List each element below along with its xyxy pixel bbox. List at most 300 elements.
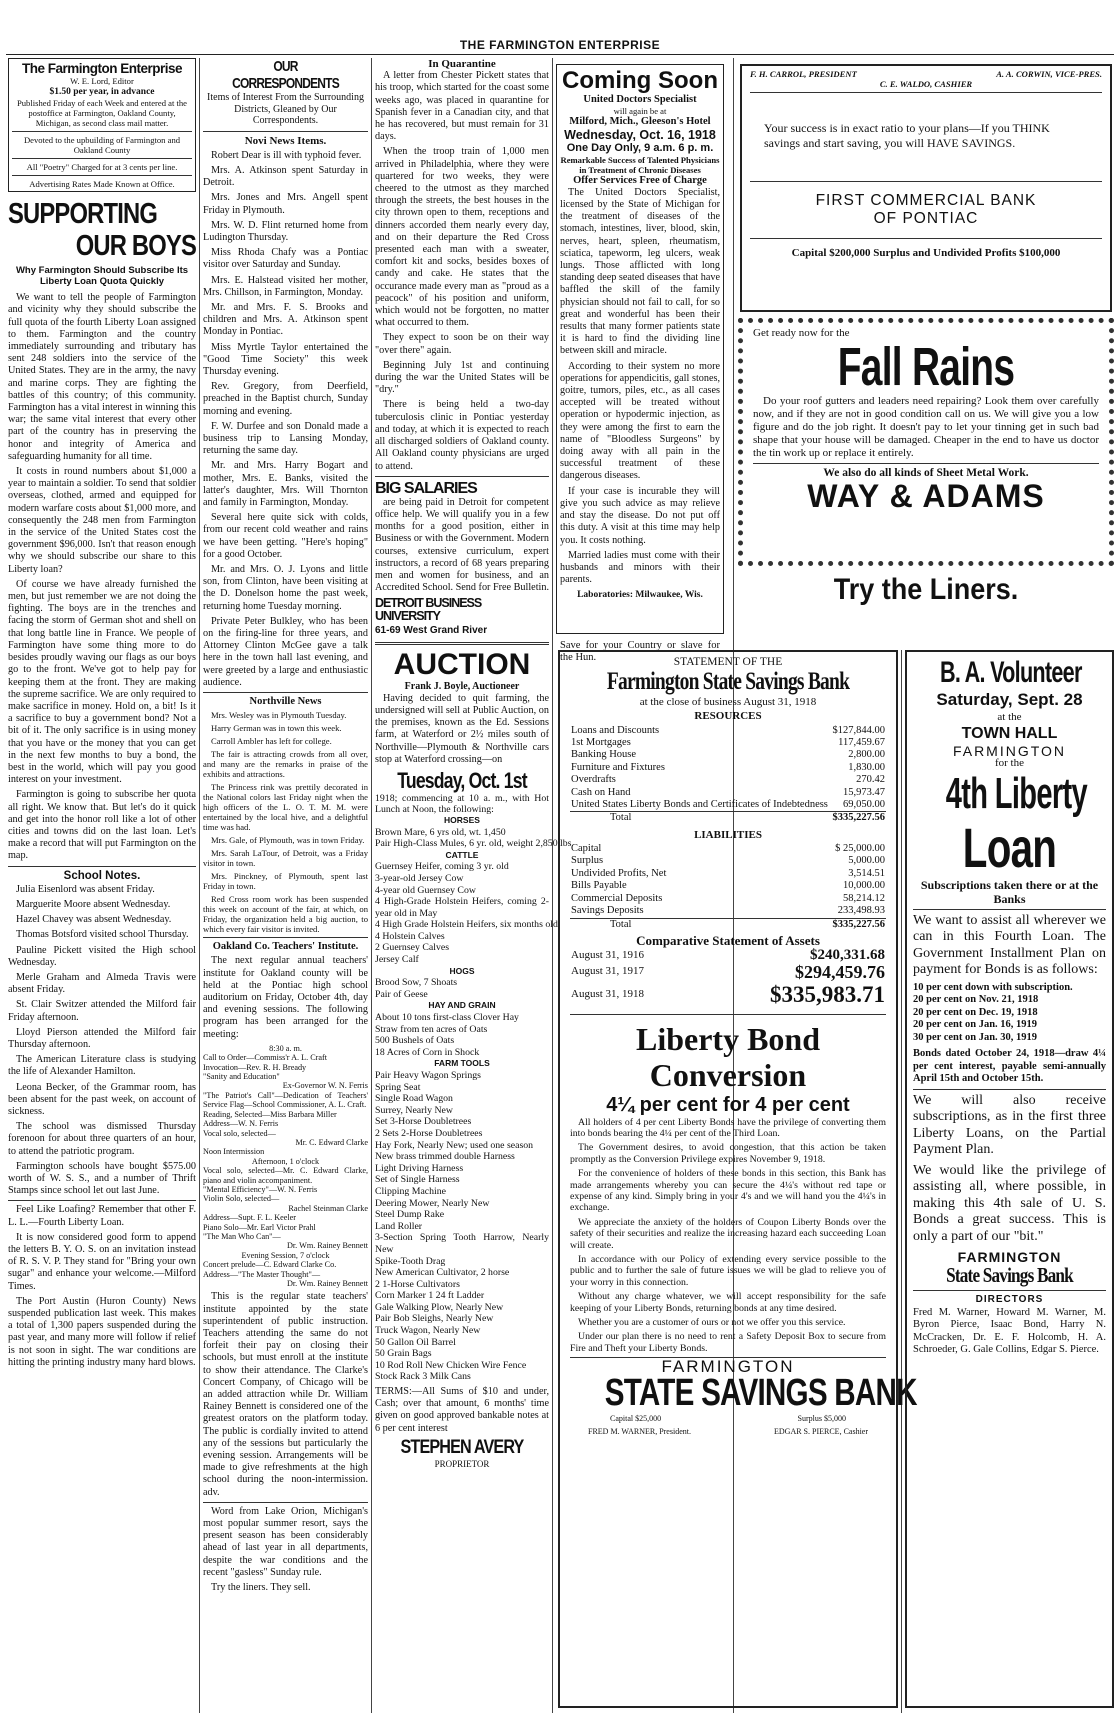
remarkable: Remarkable Success of Talented Physicians in Treatment of Chronic Diseases <box>560 154 720 175</box>
program-line: Reading, Selected—Miss Barbara Miller <box>203 1109 337 1119</box>
liabilities-heading: LIABILITIES <box>694 828 762 841</box>
school-note: St. Clair Switzer attended the Milford fair Friday afternoon. <box>8 999 196 1023</box>
novi-item: Mr. and Mrs. Harry Bogart and mother, Mrs. E. Banks, visited the latter's daughter, Mrs. Will Thornton and family in Farmington, Monday. <box>203 460 368 508</box>
program-line: Address—Supt. F. L. Keeler <box>203 1213 297 1223</box>
column-rule <box>199 58 200 1713</box>
comparative-table <box>570 949 886 1007</box>
table-cell: 15,973.47 <box>843 786 885 798</box>
program-line: Ex-Governor W. N. Ferris <box>282 1081 368 1091</box>
poetry-note: All "Poetry" Charged for at 3 cents per line. <box>26 162 178 173</box>
table-cell: Bills Payable <box>571 880 627 892</box>
table-row <box>570 949 886 961</box>
program-line: Address—"The Master Thought"— <box>203 1269 321 1279</box>
table-cell: Total <box>570 918 773 931</box>
table-row <box>570 725 886 737</box>
paragraph: Of course we have already furnished the men, but just remember we are not doing the fighting. The boys are in the trenches and facing the storm of German shot and shell on that long battle line in France. We people of Farmington have some thing more to do besides proudly waving our flags as our boys go to the front. We've got to help pay for keeping them at the front. They are making the supreme sacrifice. We are only required to make sacrifice in money. Hold on, a bit! Is it a sacrifice to buy a government bond? Not a bit of it. The only sacrifice is in using money that you have or the money that you can get in the next few months to buy a bond, the best in the world, which will pay you good interest on your investment. <box>8 578 196 786</box>
school-note: Pauline Pickett visited the High school Wednesday. <box>8 944 196 968</box>
directors-heading: DIRECTORS <box>975 1294 1044 1306</box>
table-cell: 69,050.00 <box>843 799 885 811</box>
proprietor-label: PROPRIETOR <box>434 1458 490 1469</box>
footer-bank-name: STATE SAVINGS BANK <box>604 1372 917 1415</box>
privilege: We would like the privilege of assisting all, where possible, in making this 4th sale of U. S. Bonds a great success. This is only a part of our "bit." <box>913 1162 1106 1244</box>
table-cell: 117,459.67 <box>838 737 885 749</box>
correspondents-title: OUR CORRESPONDENTS <box>232 58 339 92</box>
conversion-paragraph: The Government desires, to avoid congestion, that this action be taken promptly as the Conversion Privilege expires November 9, 1918. <box>570 1142 886 1165</box>
northville-item: Mrs. Pinckney, of Plymouth, spent last Friday in town. <box>203 871 368 892</box>
category-heading: HAY AND GRAIN <box>428 1000 496 1011</box>
plan-line: 20 per cent on Nov. 21, 1918 <box>913 994 1039 1006</box>
conversion-paragraph: Whether you are a customer of ours or not we offer you this service. <box>578 1317 846 1329</box>
conversion-paragraph: In accordance with our Policy of extending every service possible to the public and to further the sale of future issues we will be glad to relieve you of your worry in this connection. <box>570 1253 886 1288</box>
stock-item: Clipping Machine <box>375 1185 447 1197</box>
try-liners-note: Try the liners. They sell. <box>211 1582 311 1594</box>
stock-item: Straw from ten acres of Oats <box>375 1023 488 1035</box>
university-address: 61-69 West Grand River <box>375 625 488 637</box>
conversion-paragraph: All holders of 4 per cent Liberty Bonds have the privilege of converting them into bonds bearing the 4¼ per cent of the Third Loan. <box>570 1116 886 1139</box>
stock-item: Light Driving Harness <box>375 1162 464 1174</box>
doctor-text: If your case is incurable they will give you such advice as may relieve and stay the disease. Do not put off this duty. A visit at this time may help you. It costs nothing. <box>560 485 720 546</box>
stock-item: New American Cultivator, 2 horse <box>375 1267 510 1279</box>
table-cell: $ 25,000.00 <box>835 843 885 855</box>
column-3 <box>375 58 572 1713</box>
stock-item: 50 Gallon Oil Barrel <box>375 1336 456 1348</box>
stock-item: Pair Heavy Wagon Springs <box>375 1070 481 1082</box>
novi-item: Robert Dear is ill with typhoid fever. <box>211 149 362 161</box>
correspondents-subtitle: Items of Interest From the Surrounding Districts, Gleaned by Our Correspondents. <box>207 92 364 126</box>
program-line: Dr. Wm. Rainey Bennett <box>286 1279 368 1289</box>
teachers-institute-title: Oakland Co. Teachers' Institute. <box>212 941 359 953</box>
offer-free: Offer Services Free of Charge <box>573 174 707 186</box>
program-line: "Mental Efficiency"—W. N. Ferris <box>203 1184 318 1194</box>
stock-item: Jersey Calf <box>375 954 419 966</box>
town-hall: TOWN HALL <box>961 725 1058 743</box>
quarantine-paragraph: They expect to soon be on their way "over there" again. <box>375 332 549 356</box>
fall-rains-headline: Fall Rains <box>837 337 1015 398</box>
program-line: 8:30 a. m. <box>269 1043 302 1053</box>
footer-capital-row <box>570 1413 886 1425</box>
table-cell: 3,514.51 <box>848 867 885 879</box>
program-line: "The Patriot's Call"—Dedication of Teachers' Service Flag—School Commissioner, A. L. Craft. <box>203 1090 368 1110</box>
northville-item: Harry German was in town this week. <box>211 723 342 734</box>
table-row <box>570 737 886 749</box>
doctor-text: According to their system no more operations for appendicitis, gall stones, goitre, tumors, piles, etc., as all cases accepted will be treated without operation or hypodermic injection, as they were among the first to earn the name of "Bloodless Surgeons" by doing away with all pain in the successful treatment of these dangerous diseases. <box>560 360 720 482</box>
bonds-dated: Bonds dated October 24, 1918—draw 4¼ per cent interest, payable semi-annually April 15th and October 15th. <box>913 1048 1106 1085</box>
stock-item: 50 Grain Bags <box>375 1348 432 1360</box>
sugar-note: It is now considered good form to append the letters B. Y. O. S. on an invitation instead of R. S. V. P. They stand for "Bring your own sugar" and enhance your welcome.—Milford Times. <box>8 1231 196 1292</box>
table-row <box>570 749 886 761</box>
laboratories: Laboratories: Milwaukee, Wis. <box>577 590 703 601</box>
doctor-date: Wednesday, Oct. 16, 1918 <box>564 128 716 143</box>
school-note: Thomas Botsford visited school Thursday. <box>16 929 189 941</box>
program-line: Address—W. N. Ferris <box>203 1119 279 1129</box>
table-cell: $240,331.68 <box>810 947 885 964</box>
column-rule <box>901 650 902 1713</box>
auction-headline: AUCTION <box>393 647 531 681</box>
category-heading: HOGS <box>449 965 475 976</box>
quarantine-title: In Quarantine <box>428 58 496 70</box>
stock-item: 500 Bushels of Oats <box>375 1035 455 1047</box>
bank-state-savings: State Savings Bank <box>946 1263 1073 1288</box>
plan-line: 30 per cent on Jan. 30, 1919 <box>913 1031 1038 1043</box>
school-note: Leona Becker, of the Grammar room, has been absent for the past week, on account of sickness. <box>8 1081 196 1117</box>
paragraph: Farmington is going to subscribe her quota all right. We know that. But let's do it quick and get into the honor roll like a lot of other cities and towns did on the last loan. Let's make a record that will put Farmington on the map. <box>8 789 196 862</box>
school-note: Hazel Chavey was absent Wednesday. <box>16 914 172 926</box>
table-cell: 2,800.00 <box>848 749 885 761</box>
stock-item: About 10 tons first-class Clover Hay <box>375 1012 519 1024</box>
stock-item: 2 Sets 2-Horse Doubletrees <box>375 1127 483 1139</box>
paragraph: It costs in round numbers about $1,000 a year to maintain a soldier. To send that soldier overseas, clothed, armed and equipped for modern warfare costs about $1,000 more, and consequently the 248 men from Farmington in the service of the United States cost the government $96,000. Isn't that reason enough why we should subscribe our share to this Liberty loan? <box>8 466 196 575</box>
stock-item: Steel Dump Rake <box>375 1209 445 1221</box>
table-cell: Loans and Discounts <box>571 724 660 736</box>
farmington: FARMINGTON <box>952 743 1067 760</box>
stock-item: Truck Wagon, Nearly New <box>375 1325 481 1337</box>
quarantine-paragraph: A letter from Chester Pickett states that his troop, which started for the coast some weeks ago, was placed in quarantine for Spanish fever in a Canadian city, and that he has recovered, but must remain for 31 days. <box>375 70 549 143</box>
also-receive: We will also receive subscriptions, as in the first three Liberty Loans, on the Partial Payment Plan. <box>913 1092 1106 1158</box>
school-note: The American Literature class is studying the life of Alexander Hamilton. <box>8 1054 196 1078</box>
bank-city: OF PONTIAC <box>873 210 979 227</box>
table-cell: Capital <box>571 843 602 855</box>
table-cell: Surplus <box>571 855 604 867</box>
stock-item: Pair High-Class Mules, 6 yr. old, weight 2,850 lbs <box>375 838 572 850</box>
column-2 <box>203 58 368 1713</box>
conversion-paragraph: Without any charge whatever, we will accept responsibility for the safe keeping of your Liberty Bonds, returning bonds at any time desired. <box>570 1291 886 1314</box>
stock-item: 2 Guernsey Calves <box>375 942 450 954</box>
table-row <box>570 905 886 918</box>
conversion-text <box>570 1117 886 1355</box>
rate-headline: 4¼ per cent for 4 per cent <box>606 1093 850 1116</box>
program-line: Noon Intermission <box>203 1147 265 1157</box>
school-notes-title: School Notes. <box>63 869 141 882</box>
for-the: for the <box>994 757 1024 770</box>
quarantine-paragraph: When the troop train of 1,000 men arrived in Philadelphia, where they were quartered for two weeks, they were cheered to the utmost as they marched through the streets, the best houses in the city thrown open to them, receptions and dinners accorded them nearly every day, and on their departure the Red Cross presented each man with a sweater, comfort kit and socks, besides boxes of candy and cake. He states that the occurance made every man as "proud as a peacock" of his position and uniform, which would not be forgotten, no matter what occurred to them. <box>375 146 549 329</box>
installment-plan <box>913 982 1106 1045</box>
northville-item: The Princess rink was prettily decorated in the National colors last Friday night when the high officers of the L. O. T. M. M. were entertained by the local hive, and a delightful time was had. <box>203 782 368 833</box>
program-line: Invocation—Rev. R. H. Bready <box>203 1062 307 1072</box>
table-cell: Commercial Deposits <box>571 892 663 904</box>
table-row <box>570 787 886 799</box>
auction-date: Tuesday, Oct. 1st <box>397 767 527 793</box>
first-commercial-bank-ad <box>740 64 1112 312</box>
table-cell: Furniture and Fixtures <box>571 761 665 773</box>
fall-rains-text: Do your roof gutters and leaders need repairing? Look them over carefully now, and if they are not in good condition call on us. We will give you a low figure and do the job right. It doesn't pay to let your tinning get in such bad shape that your house will be damaged. Cheaper in the end to have us doctor the tin work up or replace it entirely. <box>753 395 1099 460</box>
table-cell: Banking House <box>571 749 637 761</box>
program-line: Vocal solo, selected—Mr. C. Edward Clarke, piano and violin accompaniment. <box>203 1166 368 1185</box>
table-cell: $127,844.00 <box>832 724 885 736</box>
plan-line: 10 per cent down with subscription. <box>913 981 1073 993</box>
program-line: Evening Session, 7 o'clock <box>241 1250 330 1260</box>
northville-item: Carroll Ambler has left for college. <box>211 736 332 747</box>
table-row <box>570 918 886 931</box>
program-list <box>203 1044 368 1289</box>
table-cell: United States Liberty Bonds and Certificates of Indebtedness <box>571 799 828 811</box>
plan-line: 20 per cent on Dec. 19, 1918 <box>913 1006 1038 1018</box>
auction-terms: TERMS:—All Sums of $10 and under, Cash; over that amount, 6 months' time given on good approved bankable notes at 6 per cent interest <box>375 1386 549 1434</box>
table-cell: Savings Deposits <box>571 905 644 917</box>
subscriptions: Subscriptions taken there or at the Banks <box>920 877 1099 906</box>
novi-item: Mr. and Mrs. F. S. Brooks and children and Mrs. A. Atkinson spent Monday in Pontiac. <box>203 301 368 338</box>
statement-date: at the close of business August 31, 1918 <box>639 696 817 709</box>
novi-item: Mrs. E. Halstead visited her mother, Mrs. Chillson, in Farmington, Monday. <box>203 274 368 298</box>
northville-item: Mrs. Gale, of Plymouth, was in town Friday. <box>211 835 365 846</box>
column-1 <box>8 58 196 1713</box>
stock-item: 3-Section Spring Tooth Harrow, Nearly New <box>375 1232 549 1255</box>
novi-item: F. W. Durfee and son Donald made a business trip to Lansing Monday, returning the same day. <box>203 420 368 457</box>
get-ready: Get ready now for the <box>753 327 850 339</box>
program-line: "The Man Who Can"— <box>203 1231 281 1241</box>
novi-item: Mrs. W. D. Flint returned home from Ludington Thursday. <box>203 219 368 243</box>
conversion-paragraph: We appreciate the anxiety of the holders of Coupon Liberty Bonds over the safety of their securities and realize the increasing hazard each succeeding Loan will create. <box>570 1216 886 1251</box>
port-austin-note: The Port Austin (Huron County) News suspended publication last week. This makes a total of 1,300 papers suspended during the past year, and many more will follow if relief is not soon in sight. The war conditions are hitting the printing industry many hard blows. <box>8 1295 196 1368</box>
stock-item: Set of Single Harness <box>375 1174 460 1186</box>
subscription: $1.50 per year, in advance <box>49 87 155 97</box>
northville-item: Mrs. Wesley was in Plymouth Tuesday. <box>211 710 347 721</box>
table-cell: 270.42 <box>856 774 885 786</box>
bank-farmington: FARMINGTON <box>957 1249 1062 1266</box>
sheet-metal-note: We also do all kinds of Sheet Metal Work. <box>823 467 1029 480</box>
stock-item: Brood Sow, 7 Shoats <box>375 977 458 989</box>
resources-heading: RESOURCES <box>694 710 762 723</box>
paragraph: We want to tell the people of Farmington and vicinity why they should subscribe the full quota of the fourth Liberty Loan assigned to them. Farmington and the country immediately surrounding and tributary has sent 248 soldiers into the service of the United States. They are in the army, the navy and marine corps. They are fighting the battles of this country; of this community. Farmington has a vital interest in winning this war; the same vital interest that every other part of the country has in preserving the honor and integrity of America and safeguarding humanity for all time. <box>8 292 196 462</box>
novi-item: Mrs. Jones and Mrs. Angell spent Friday in Plymouth. <box>203 192 368 216</box>
novi-item: Miss Rhoda Chafy was a Pontiac visitor over Saturday and Sunday. <box>203 247 368 271</box>
masthead: THE FARMINGTON ENTERPRISE <box>459 38 661 52</box>
directors-list: Fred M. Warner, Howard M. Warner, M. Byron Pierce, Isaac Bond, Harry N. McCracken, Dr. E. F. Holcomb, H. A. Schroeder, G. Gale Collins, Edgar S. Pierce. <box>913 1306 1106 1356</box>
footer-cashier: EDGAR S. PIERCE, Cashier <box>774 1426 868 1436</box>
school-note: The school was dismissed Thursday forenoon for about three quarters of an hour, to attend the patriotic program. <box>8 1121 196 1157</box>
try-the-liners <box>757 572 1095 622</box>
northville-item: The fair is attracting crowds from all over, and many are the remarks in praise of the exhibits and attractions. <box>203 749 368 780</box>
auction-intro: Having decided to quit farming, the undersigned will sell at Public Auction, on the premises, known as the Ed. Sessions farm, at Waterford or 2½ miles south of Northville—Plymouth & Northville cars stop at Waterford crossing—on <box>375 692 549 765</box>
statement-title: STATEMENT OF THE <box>673 656 783 668</box>
stock-item: 4 High-Grade Holstein Heifers, coming 2-year old in May <box>375 896 549 919</box>
stock-item: 18 Acres of Corn in Shock <box>375 1046 480 1058</box>
hotel: Milford, Mich., Gleeson's Hotel <box>569 116 711 128</box>
stock-item: Pair of Geese <box>375 988 428 1000</box>
category-heading: CATTLE <box>445 849 479 860</box>
table-row <box>570 799 886 812</box>
school-note: Lloyd Pierson attended the Milford fair Thursday afternoon. <box>8 1026 196 1050</box>
school-note: Merle Graham and Almeda Travis were absent Friday. <box>8 971 196 996</box>
resources-table <box>570 725 886 825</box>
category-heading: HORSES <box>444 814 480 825</box>
big-salaries-headline: BIG SALARIES <box>375 479 477 497</box>
headline-our-boys: OUR BOYS <box>75 230 196 263</box>
table-cell: $294,459.76 <box>795 961 885 982</box>
footer-president: FRED M. WARNER, President. <box>588 1426 691 1436</box>
novi-item: Several here quite sick with colds, from our recent cold weather and rains we have been getting. "Here's hoping" for a good October. <box>203 512 368 560</box>
dry-note: Beginning July 1st and continuing during the war the United States will be "dry." <box>375 359 549 396</box>
table-cell: Cash on Hand <box>571 786 631 798</box>
footer-surplus: Surplus $5,000 <box>797 1414 846 1424</box>
column-rule <box>371 58 372 1713</box>
table-cell: $335,227.56 <box>832 812 885 824</box>
publication-note: Published Friday of each Week and entered at the postoffice at Farmington, Oakland County, Michigan, as second class mail matter. <box>16 98 187 129</box>
table-row <box>570 868 886 880</box>
northville-item: Mrs. Sarah LaTour, of Detroit, was a Friday visitor in town. <box>203 848 368 869</box>
coming-soon: Coming Soon <box>562 67 718 94</box>
stock-list <box>375 814 572 1383</box>
table-cell: August 31, 1916 <box>571 949 645 962</box>
stock-item: 2 1-Horse Cultivators <box>375 1278 460 1290</box>
bank-statement-ad <box>558 650 917 1708</box>
table-cell: 10,000.00 <box>843 880 885 892</box>
program-line: Call to Order—Commiss'r A. L. Craft <box>203 1053 328 1063</box>
paper-info-box <box>8 58 196 192</box>
school-note: Julia Eisenlord was absent Friday. <box>16 883 155 895</box>
table-cell: August 31, 1917 <box>571 965 645 978</box>
clinic-note: There is being held a two-day tuberculosis clinic in Pontiac yesterday and today, at which it is expected to reach all discharged soldiers of Oakland county. All Oakland county physicians are urged to attend. <box>375 399 549 472</box>
table-row <box>570 774 886 786</box>
teachers-closing: This is the regular state teachers' institute appointed by the state superintendent of public instruction. Teachers attending the same do not forfeit their pay on closing their schools, but must enroll at the institute to show their attendance. The Clarke's Concert Company, of Chicago will be an added attraction while Dr. William Rainey Bennett is considered one of the greatest orators on the platform today. The public is cordially invited to attend any of the sessions but particularly the evening session. Arrangements will be made to give refreshments at the high school during the noon-intermission. adv. <box>203 1291 368 1498</box>
stock-item: New brass trimmed double Harness <box>375 1151 515 1163</box>
at-the: at the <box>997 711 1022 723</box>
program-line: Concert prelude—C. Edward Clarke Co. <box>203 1260 337 1270</box>
president: F. H. CARROL, PRESIDENT <box>750 69 857 79</box>
column-rule <box>552 58 553 1713</box>
specialist: United Doctors Specialist <box>583 94 697 105</box>
auction-owner: STEPHEN AVERY <box>400 1436 524 1458</box>
stock-item: 4 Holstein Calves <box>375 930 445 942</box>
novi-item: Mr. and Mrs. O. J. Lyons and little son, from Clinton, have been visiting at the D. Donelson home the past week, returning home Tuesday morning. <box>203 564 368 612</box>
doctor-hours: One Day Only, 9 a.m. 6 p. m. <box>566 142 714 155</box>
novi-item: Rev. Gregory, from Deerfield, preached in the Baptist church, Sunday morning and evening. <box>203 381 368 417</box>
school-note: Farmington schools have bought $575.00 worth of W. S. S., and a number of Thrift Stamps since school let out last June. <box>8 1160 196 1197</box>
want-to-assist: We want to assist all wherever we can in this Fourth Loan. The Government Installment Plan on payment for Bonds is as follows: <box>913 912 1106 978</box>
program-line: Dr. Wm. Rainey Bennett <box>286 1241 368 1251</box>
program-line: "Sanity and Education" <box>203 1072 280 1082</box>
stock-item: Guernsey Heifer, coming 3 yr. old <box>375 861 509 873</box>
plan-line: 20 per cent on Jan. 16, 1919 <box>913 1019 1038 1031</box>
liabilities-table <box>570 843 886 931</box>
table-cell: Overdrafts <box>571 774 616 786</box>
northville-title: Northville News <box>249 696 322 708</box>
novi-title: Novi News Items. <box>244 134 327 147</box>
footer-officers-row <box>570 1426 886 1438</box>
stock-item: Stock Rack 3 Milk Cans <box>375 1371 471 1383</box>
table-cell: $335,227.56 <box>773 918 886 931</box>
stock-item: 3-year-old Jersey Cow <box>375 872 464 884</box>
table-cell: 233,498.93 <box>837 905 885 917</box>
bank-officers <box>750 69 1102 79</box>
subhead: Why Farmington Should Subscribe Its Liberty Loan Quota Quickly <box>15 265 189 288</box>
volunteer-headline: B. A. Volunteer <box>940 656 1082 689</box>
table-row <box>570 762 886 774</box>
salaries-text: are being paid in Detroit for competent office help. We will qualify you in a few months for a good position, either in Business or with the Government. Modern courses, extensive curriculum, expert instructors, a record of 68 years preparing men and women for business, and an Accredited School. Send for Free Bulletin. <box>375 496 549 594</box>
headline-supporting: SUPPORTING <box>8 198 158 231</box>
table-cell: $335,983.71 <box>770 981 885 1007</box>
try-liners-text: Try the Liners. <box>833 573 1019 606</box>
table-cell: Undivided Profits, Net <box>571 867 667 879</box>
bank-capital: Capital $200,000 Surplus and Undivided Profits $100,000 <box>791 247 1061 259</box>
way-adams: WAY & ADAMS <box>807 478 1045 515</box>
table-row <box>570 843 886 855</box>
stock-item: Single Road Wagon <box>375 1093 453 1105</box>
footer-capital: Capital $25,000 <box>610 1414 662 1424</box>
bank-slogan: Your success is in exact ratio to your plans—If you THINK savings and start saving, you will HAVE SAVINGS. <box>764 121 1050 150</box>
stock-item: Hay Fork, Nearly New; used one season <box>375 1139 534 1151</box>
table-cell: 5,000.00 <box>848 855 885 867</box>
stock-item: Corn Marker 1 24 ft Ladder <box>375 1290 485 1302</box>
university: UNIVERSITY <box>375 609 441 624</box>
stock-item: Surrey, Nearly New <box>375 1104 453 1116</box>
category-heading: FARM TOOLS <box>434 1058 490 1069</box>
loafing-note: Feel Like Loafing? Remember that other F. L. L.—Fourth Liberty Loan. <box>8 1204 196 1228</box>
volunteer-ad <box>905 650 1114 1708</box>
stock-item: 4-year old Guernsey Cow <box>375 884 476 896</box>
auction-time: 1918; commencing at 10 a. m., with Hot Lunch at Noon, the following: <box>375 792 549 815</box>
paper-title: The Farmington Enterprise <box>21 61 183 76</box>
stock-item: Spike-Tooth Drag <box>375 1255 446 1267</box>
table-cell: Total <box>570 812 831 825</box>
advertising-note: Advertising Rates Made Known at Office. <box>29 179 175 190</box>
table-row <box>570 855 886 867</box>
auctioneer: Frank J. Boyle, Auctioneer <box>404 680 520 692</box>
doctor-text: Married ladies must come with their husbands and minors with their parents. <box>560 549 720 586</box>
table-cell: 1,830.00 <box>848 761 885 773</box>
stock-item: Land Roller <box>375 1220 423 1232</box>
fourth-liberty: 4th Liberty <box>945 768 1087 818</box>
program-line: Piano Solo—Mr. Earl Victor Prahl <box>203 1222 316 1232</box>
fall-rains-ad <box>738 318 1114 566</box>
detroit-business: DETROIT BUSINESS <box>375 596 482 611</box>
school-note: Marguerite Moore absent Wednesday. <box>16 898 171 910</box>
northville-item: Red Cross room work has been suspended this week on account of the fair, at which, on Friday, the organization held a big auction, to which every fair visitor is invited. <box>203 894 368 935</box>
table-row <box>570 982 886 1008</box>
doctors-ad <box>556 64 724 634</box>
doctor-text: The United Doctors Specialist, licensed by the State of Michigan for the treatment of diseases of the stomach, intestines, liver, blood, skin, nerves, heart, spleen, rheumatism, sciatica, tapeworm, leg ulcers, weak lungs. Those afflicted with long standing deep seated diseases that have baffled the skill of the family physician should not fail to call, for so great and wonderful has been their results that many former patients state it is hard to find the dividing line between skill and miracle. <box>560 186 720 357</box>
stock-item: 10 Rod Roll New Chicken Wire Fence <box>375 1359 527 1371</box>
table-cell: 58,214.12 <box>843 892 885 904</box>
will-again: will again be at <box>613 106 667 117</box>
cashier: C. E. WALDO, CASHIER <box>879 79 973 89</box>
conversion-paragraph: Under our plan there is no need to rent a Safety Deposit Box to secure from Fire and Theft your Liberty Bonds. <box>570 1331 886 1354</box>
teachers-intro: The next regular annual teachers' institute for Oakland county will be held at the Pontiac high school auditorium on Friday, October 4th, day and evening sessions. The following program has been arranged for the meeting: <box>203 955 368 1040</box>
table-row <box>570 893 886 905</box>
table-row <box>570 962 886 982</box>
stock-item: Pair Bob Sleighs, Nearly New <box>375 1313 494 1325</box>
bank-name: FIRST COMMERCIAL BANK <box>815 192 1037 209</box>
novi-item: Mrs. A. Atkinson spent Saturday in Detroit. <box>203 164 368 189</box>
program-line: Afternoon, 1 o'clock <box>251 1156 320 1166</box>
conversion-headline: Conversion <box>649 1056 807 1093</box>
stock-item: Gale Walking Plow, Nearly New <box>375 1301 504 1313</box>
save-text: Save for your Country or slave for the Hun. <box>560 640 720 664</box>
top-rule <box>6 54 1114 55</box>
novi-item: Miss Myrtle Taylor entertained the "Good Time Society" this week Thursday evening. <box>203 341 368 377</box>
comparative-heading: Comparative Statement of Assets <box>636 932 820 948</box>
program-line: Rachel Steinman Clarke <box>288 1203 368 1213</box>
table-cell: August 31, 1918 <box>571 988 645 1001</box>
loan: Loan <box>962 815 1057 879</box>
program-line: Mr. C. Edward Clarke <box>295 1137 368 1147</box>
conversion-paragraph: For the convenience of holders of these bonds in this section, this Bank has made arrangements whereby you can secure the 4¼'s without red tape or expense of any kind. Simply bring in your 4's and we will hand you the 4¼'s in exchange. <box>570 1168 886 1214</box>
table-cell: 1st Mortgages <box>571 737 631 749</box>
novi-item: Private Peter Bulkley, who has been on the firing-line for three years, and Attorney Clinton McGee gave a talk here in the town hall last evening, and were greeted by a large and enthusiastic audience. <box>203 615 368 688</box>
liberty-bond-headline: Liberty Bond <box>635 1020 821 1057</box>
northville-items <box>203 710 368 934</box>
editor: W. E. Lord, Editor <box>70 76 134 86</box>
lake-orion-note: Word from Lake Orion, Michigan's most popular summer resort, says the present season has been considerably ahead of last year in all departments, despite the war conditions and the recent "gasless" Sunday rule. <box>203 1505 368 1578</box>
program-line: Vocal solo, selected— <box>203 1128 276 1138</box>
stock-item: Brown Mare, 6 yrs old, wt. 1,450 <box>375 826 506 838</box>
footer-farmington: FARMINGTON <box>661 1357 795 1377</box>
table-row <box>570 812 886 825</box>
volunteer-date: Saturday, Sept. 28 <box>936 690 1083 709</box>
statement-bank-name: Farmington State Savings Bank <box>606 668 850 696</box>
table-row <box>570 880 886 892</box>
stock-item: Spring Seat <box>375 1081 421 1093</box>
vice-president: A. A. CORWIN, VICE-PRES. <box>996 69 1102 79</box>
